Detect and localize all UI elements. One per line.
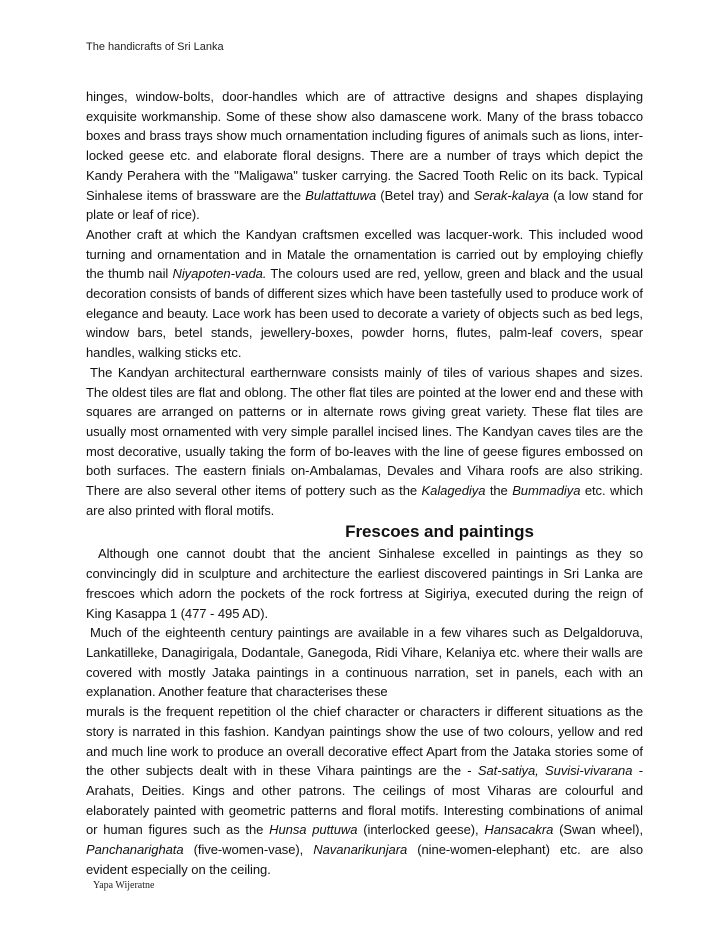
italic-term: Niyapoten-vada. (172, 266, 267, 282)
page-footer-author: Yapa Wijeratne (93, 880, 155, 891)
text-run: The colours used are red, yellow, green and black and the usual decoration consists of bands of different sizes which have been tastefully used to produce work of elegance and beauty. Lace work has been used to decorate a variety of objects such as bed legs, window bars, betel stands, jewellery-boxes, powder horns, flutes, palm-leaf covers, spear handles, walking sticks etc. (86, 266, 643, 361)
text-run: hinges, window-bolts, door-handles which are of attractive designs and shapes displaying exquisite workmanship. Some of these show also damascene work. Many of the brass tobacco boxes and brass trays show much ornamentation including figures of animals such as lions, inter-locked geese etc. and elaborate floral designs. There are a number of trays which depict the Kandy Perahera with the "Maligawa" tusker carrying. the Sacred Tooth Relic on its back. Typical Sinhalese items of brassware are the (86, 89, 643, 203)
paragraph-eighteenth-century (86, 623, 643, 702)
section-heading: Frescoes and paintings (345, 522, 534, 542)
text-run: (Betel tray) and (376, 187, 474, 203)
text-run: the (485, 483, 513, 499)
text-run: (nine-women-elephant) etc. are also evident especially on the ceiling. (86, 842, 644, 877)
italic-term: Kalagediya (421, 483, 486, 499)
paragraph-earthernware (86, 363, 643, 521)
paragraph-lacquer-work (86, 225, 643, 363)
italic-term: Panchanarighata (86, 842, 184, 858)
text-run: - Arahats, Deities. Kings and other patrons. The ceilings of most Viharas are colourful and elaborately painted with geometric patterns and floral motifs. Interesting combinations of animal or human figures such as the (86, 763, 643, 838)
text-run: (a low stand for plate or leaf of rice). (86, 187, 643, 223)
paragraph-murals (86, 702, 643, 879)
italic-term: Bummadiya (512, 483, 581, 499)
italic-term: Bulattattuwa (305, 187, 377, 203)
text-run: Another craft at which the Kandyan craftsmen excelled was lacquer-work. This included wood turning and ornamentation and in Matale the ornamentation is carried out by employing chiefly the thumb nail (86, 226, 643, 282)
italic-term: Hansacakra (484, 822, 554, 838)
document-body (86, 87, 643, 879)
text-run: Although one cannot doubt that the ancient Sinhalese excelled in paintings as they so convincingly did in sculpture and architecture the earliest discovered paintings in Sri Lanka are frescoes which adorn the pockets of the rock fortress at Sigiriya, executed during the reign of King Kasappa 1 (477 - 495 AD). (86, 546, 643, 621)
paragraph-brassware (86, 87, 643, 225)
text-run: The Kandyan architectural earthernware consists mainly of tiles of various shapes and sizes. The oldest tiles are flat and oblong. The other flat tiles are pointed at the lower end and these with squares are arranged on patterns or in alternate rows giving great variety. These flat tiles are usually most ornamented with very simple parallel incised lines. The Kandyan caves tiles are the most decorative, usually taking the form of bo-leaves with the line of geese figures embossed on both surfaces. The eastern finials on-Ambalamas, Devales and Vihara roofs are also striking. There are also several other items of pottery such as the (86, 364, 643, 499)
italic-term: Hunsa puttuwa (269, 822, 358, 838)
text-run: (interlocked geese), (357, 822, 485, 838)
paragraph-frescoes (86, 544, 643, 623)
text-run: Much of the eighteenth century paintings are available in a few vihares such as Delgaldoruva, Lankatilleke, Danagirigala, Dodantale, Ganegoda, Ridi Vihare, Kelaniya etc. where their walls are covered with mostly Jataka paintings in a continuous narration, set in panels, each with an explanation. Another feature that characterises these (86, 625, 643, 700)
italic-term: Sat-satiya, Suvisi-vivarana (477, 763, 633, 779)
italic-term: Serak-kalaya (473, 187, 549, 203)
italic-term: Navanarikunjara (313, 842, 408, 858)
text-run: murals is the frequent repetition ol the chief character or characters ir different situations as the story is narrated in this fashion. Kandyan paintings show the use of two colours, yellow and red and much line work to produce an overall decorative effect Apart from the Jataka stories some of the other subjects dealt with in these Vihara paintings are the - (86, 704, 643, 779)
text-run: (five-women-vase), (183, 842, 314, 858)
text-run: etc. which are also printed with floral motifs. (86, 483, 643, 518)
text-run: (Swan wheel), (553, 822, 644, 838)
page-header: The handicrafts of Sri Lanka (86, 41, 224, 53)
